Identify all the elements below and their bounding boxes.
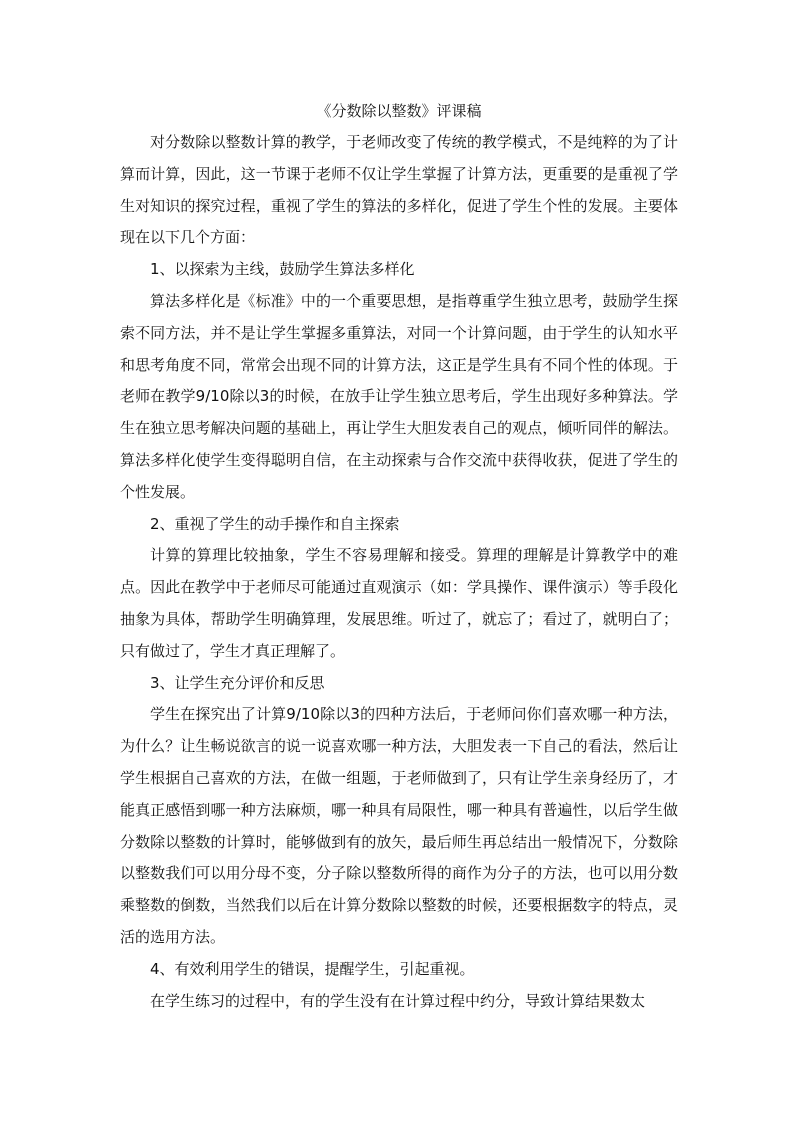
section-2-body: 计算的算理比较抽象，学生不容易理解和接受。算理的理解是计算教学中的难点。因此在教学中于老师尽可能通过直观演示（如：学具操作、课件演示）等手段化抽象为具体，帮助学生明确算理，发展思维。听过了，就忘了；看过了，就明白了；只有做过了，学生才真正理解了。 xyxy=(120,546,678,660)
document-title: 《分数除以整数》评课稿 xyxy=(316,102,482,120)
section-4-heading: 4、有效利用学生的错误，提醒学生，引起重视。 xyxy=(150,959,475,978)
section-4-body: 在学生练习的过程中，有的学生没有在计算过程中约分，导致计算结果数太 xyxy=(150,991,646,1010)
section-1-body: 算法多样化是《标准》中的一个重要思想，是指尊重学生独立思考，鼓励学生探索不同方法，并不是让学生掌握多重算法，对同一个计算问题，由于学生的认知水平和思考角度不同，常常会出现不同的计算方法，这正是学生具有不同个性的体现。于老师在教学9/10除以3的时候，在放手让学生独立思考后，学生出现好多种算法。学生在独立思考解决问题的基础上，再让学生大胆发表自己的观点，倾听同伴的解法。算法多样化使学生变得聪明自信，在主动探索与合作交流中获得收获，促进了学生的个性发展。 xyxy=(120,291,678,501)
document-page xyxy=(120,95,678,1017)
intro-paragraph: 对分数除以整数计算的教学，于老师改变了传统的教学模式，不是纯粹的为了计算而计算，因此，这一节课于老师不仅让学生掌握了计算方法，更重要的是重视了学生对知识的探究过程，重视了学生的算法的多样化，促进了学生个性的发展。主要体现在以下几个方面： xyxy=(120,133,678,247)
section-3-heading: 3、让学生充分评价和反思 xyxy=(150,673,325,692)
section-3-body: 学生在探究出了计算9/10除以3的四种方法后，于老师问你们喜欢哪一种方法，为什么？让生畅说欲言的说一说喜欢哪一种方法，大胆发表一下自己的看法，然后让学生根据自己喜欢的方法，在做一组题，于老师做到了，只有让学生亲身经历了，才能真正感悟到哪一种方法麻烦，哪一种具有局限性，哪一种具有普遍性，以后学生做分数除以整数的计算时，能够做到有的放矢，最后师生再总结出一般情况下，分数除以整数我们可以用分母不变，分子除以整数所得的商作为分子的方法，也可以用分数乘整数的倒数，当然我们以后在计算分数除以整数的时候，还要根据数字的特点，灵活的选用方法。 xyxy=(120,705,678,946)
section-2-heading: 2、重视了学生的动手操作和自主探索 xyxy=(150,514,400,533)
section-1-heading: 1、以探索为主线，鼓励学生算法多样化 xyxy=(150,260,415,279)
